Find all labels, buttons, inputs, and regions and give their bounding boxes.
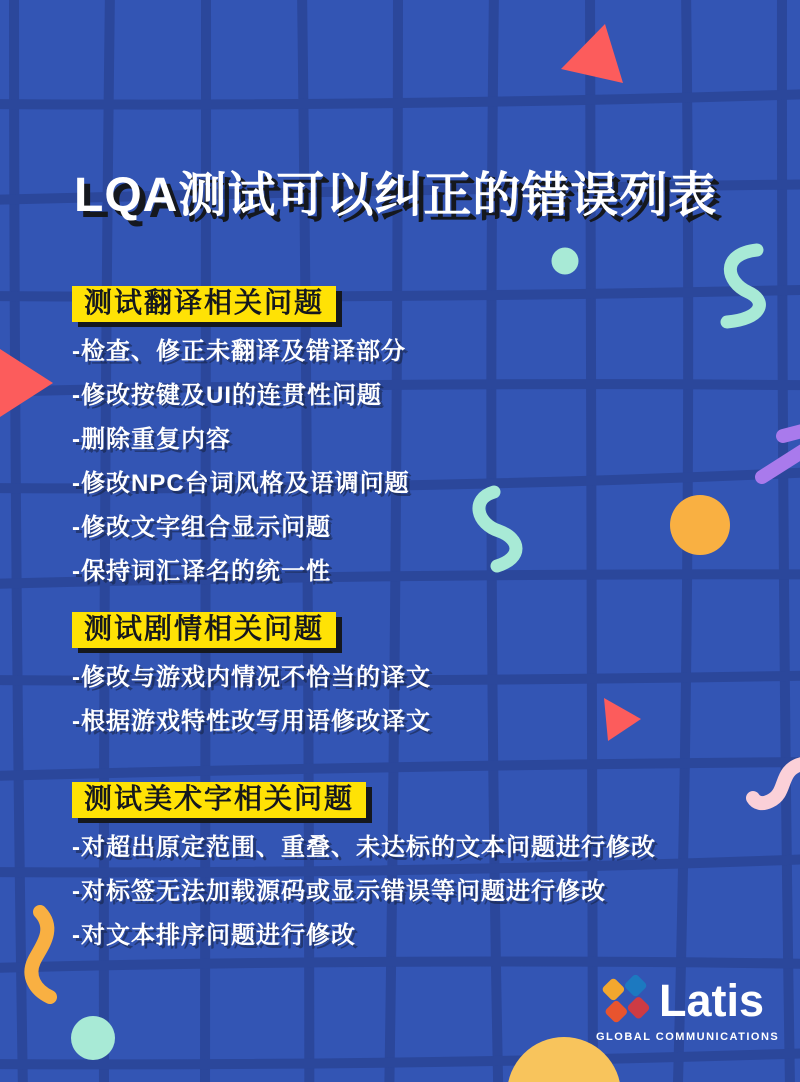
section-3 bbox=[72, 782, 656, 958]
latis-logo-icon bbox=[596, 972, 652, 1030]
latis-logo bbox=[596, 972, 780, 1043]
list-item: -对标签无法加载源码或显示错误等问题进行修改 bbox=[72, 878, 606, 905]
section-header: 测试美术字相关问题 bbox=[72, 782, 366, 818]
section-header: 测试翻译相关问题 bbox=[72, 286, 336, 322]
section-1 bbox=[72, 286, 410, 594]
logo-row bbox=[596, 972, 776, 1030]
logo-tagline: GLOBAL COMMUNICATIONS bbox=[596, 1031, 780, 1043]
list-item: -保持词汇译名的统一性 bbox=[72, 558, 331, 585]
section-header: 测试剧情相关问题 bbox=[72, 612, 336, 648]
list-item: -对文本排序问题进行修改 bbox=[72, 922, 356, 949]
list-item: -修改与游戏内情况不恰当的译文 bbox=[72, 664, 431, 691]
list-item: -检查、修正未翻译及错译部分 bbox=[72, 338, 406, 365]
list-item: -根据游戏特性改写用语修改译文 bbox=[72, 708, 431, 735]
list-item: -删除重复内容 bbox=[72, 426, 231, 453]
logo-wordmark: Latis bbox=[659, 975, 765, 1026]
list-item: -修改文字组合显示问题 bbox=[72, 514, 331, 541]
list-item: -修改NPC台词风格及语调问题 bbox=[72, 470, 410, 497]
list-item: -修改按键及UI的连贯性问题 bbox=[72, 382, 382, 409]
page-title: LQA测试可以纠正的错误列表 bbox=[74, 169, 718, 223]
section-2 bbox=[72, 612, 431, 744]
list-item: -对超出原定范围、重叠、未达标的文本问题进行修改 bbox=[72, 834, 656, 861]
